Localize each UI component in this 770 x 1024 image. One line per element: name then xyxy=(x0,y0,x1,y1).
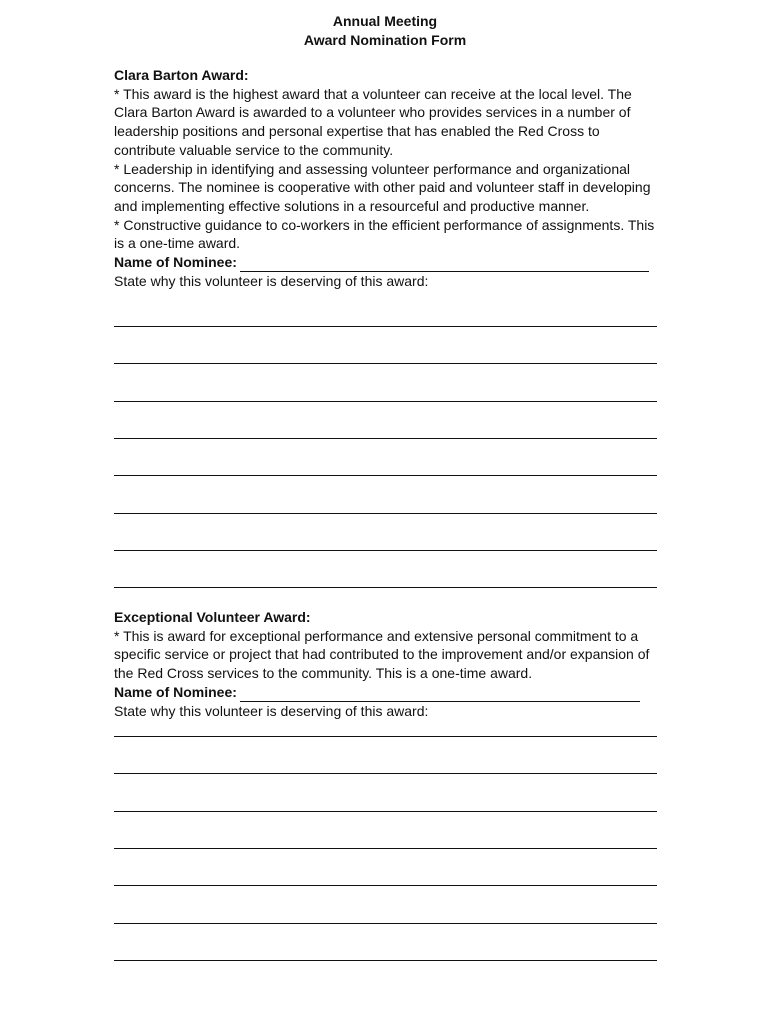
clara-barton-description-2: * Leadership in identifying and assessing volunteer performance and organizational concerns. The nominee is cooperative with other paid and volunteer staff in developing and implementing effective solutions in a resourceful and productive manner. xyxy=(114,160,651,214)
clara-barton-reason-line[interactable] xyxy=(114,363,657,364)
clara-barton-nominee-label: Name of Nominee: xyxy=(114,254,237,271)
form-header xyxy=(0,12,770,50)
exceptional-volunteer-title: Exceptional Volunteer Award: xyxy=(114,609,311,625)
exceptional-volunteer-reason-line[interactable] xyxy=(114,885,657,886)
exceptional-volunteer-reason-line[interactable] xyxy=(114,848,657,849)
exceptional-volunteer-reason-label: State why this volunteer is deserving of this award: xyxy=(114,702,429,719)
clara-barton-description-1: * This award is the highest award that a volunteer can receive at the local level. The Clara Barton Award is awarded to a volunteer who provides services in a number of leadership positions and personal expertise that has enabled the Red Cross to contribute valuable service to the community. xyxy=(114,85,632,158)
clara-barton-reason-line[interactable] xyxy=(114,326,657,327)
exceptional-volunteer-reason-line[interactable] xyxy=(114,811,657,812)
exceptional-volunteer-nominee-row xyxy=(114,683,659,702)
clara-barton-reason-line[interactable] xyxy=(114,438,657,439)
clara-barton-reason-line[interactable] xyxy=(114,550,657,551)
exceptional-volunteer-nominee-label: Name of Nominee: xyxy=(114,683,237,700)
exceptional-volunteer-reason-line[interactable] xyxy=(114,736,657,737)
clara-barton-nominee-row xyxy=(114,253,659,272)
form-title-line1: Annual Meeting xyxy=(332,13,438,29)
exceptional-volunteer-description: * This is award for exceptional performance and extensive personal commitment to a specific service or project that had contributed to the improvement and/or expansion of the Red Cross services to the community. This is a one-time award. xyxy=(114,627,650,682)
clara-barton-reason-line[interactable] xyxy=(114,513,657,514)
clara-barton-nominee-field[interactable] xyxy=(240,257,649,272)
clara-barton-reason-line[interactable] xyxy=(114,401,657,402)
exceptional-volunteer-reason-line[interactable] xyxy=(114,960,657,961)
exceptional-volunteer-reason-line[interactable] xyxy=(114,923,657,924)
clara-barton-section xyxy=(114,66,659,290)
exceptional-volunteer-nominee-field[interactable] xyxy=(240,687,640,702)
form-title-line2: Award Nomination Form xyxy=(303,32,467,48)
clara-barton-reason-line[interactable] xyxy=(114,475,657,476)
clara-barton-title: Clara Barton Award: xyxy=(114,67,249,83)
exceptional-volunteer-reason-line[interactable] xyxy=(114,773,657,774)
exceptional-volunteer-section xyxy=(114,608,659,720)
clara-barton-reason-label: State why this volunteer is deserving of this award: xyxy=(114,272,429,289)
clara-barton-description-3: * Constructive guidance to co-workers in the efficient performance of assignments. This is a one-time award. xyxy=(114,216,655,252)
clara-barton-reason-line[interactable] xyxy=(114,587,657,588)
